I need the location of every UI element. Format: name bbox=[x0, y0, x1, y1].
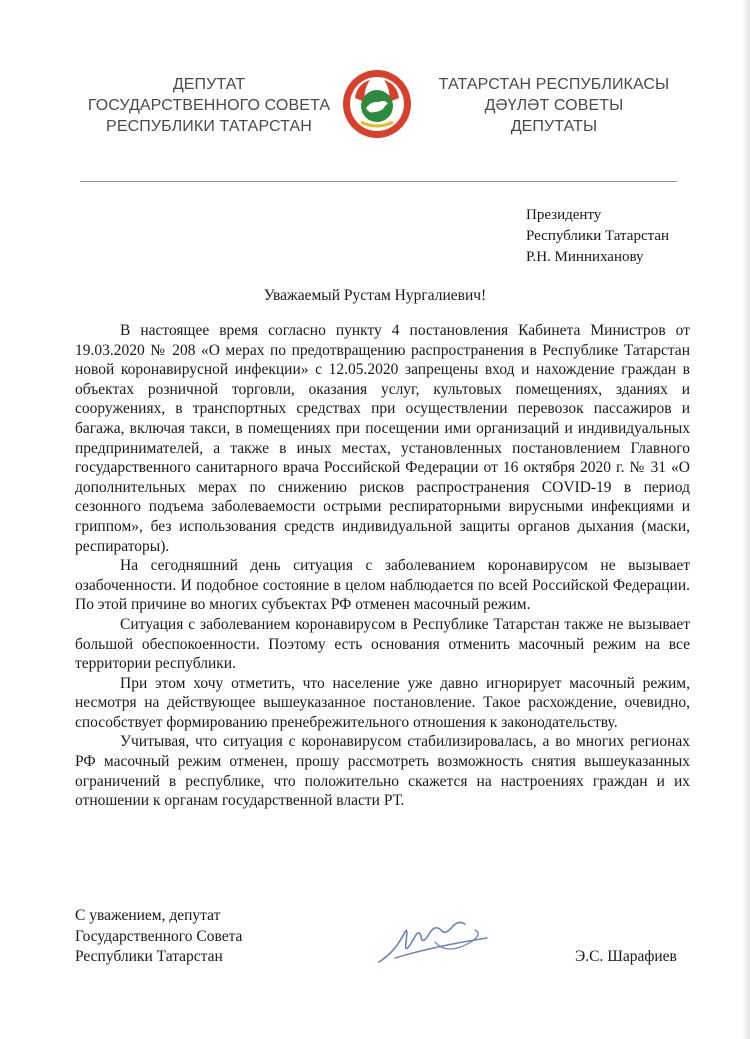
addressee-line: Республики Татарстан bbox=[526, 228, 670, 244]
salutation: Уважаемый Рустам Нургалиевич! bbox=[263, 287, 487, 304]
signer-name: Э.С. Шарафиев bbox=[575, 948, 677, 965]
letterhead-right-line: ТАТАРСТАН РЕСПУБЛИКАСЫ bbox=[438, 76, 670, 93]
letterhead-left-line: РЕСПУБЛИКИ ТАТАРСТАН bbox=[106, 118, 312, 135]
addressee-block bbox=[526, 205, 669, 268]
body-paragraph: На сегодняшний день ситуация с заболеванием коронавирусом не вызывает озабоченности. И подобное состояние в целом наблюдается по всей Российской Федерации. По этой причине во многих субъектах РФ отменен масочный режим. bbox=[75, 557, 690, 614]
letterhead-right-line: ДЕПУТАТЫ bbox=[510, 118, 598, 135]
page-edge-shadow bbox=[742, 0, 750, 1039]
body-paragraph: В настоящее время согласно пункту 4 постановления Кабинета Министров от 19.03.2020 № 208 «О мерах по предотвращению распространения в Республике Татарстан новой коронавирусной инфекции» с 12.05.2020 запрещены вход и нахождение граждан в объектах розничной торговли, оказания услуг, культовых помещениях, зданиях и сооружениях, в транспортных средствах при осуществлении перевозок пассажиров и багажа, включая такси, в помещениях при посещении ими организаций и индивидуальных предпринимателей, а также в иных местах, установленных постановлением Главного государственного санитарного врача Российской Федерации от 16 октября 2020 г. № 31 «О дополнительных мерах по снижению рисков распространения COVID-19 в период сезонного подъема заболеваемости острыми респираторными вирусными инфекциями и гриппом», без использования средств индивидуальной защиты органов дыхания (маски, респираторы). bbox=[75, 322, 690, 555]
letterhead-right-title bbox=[428, 74, 680, 137]
closing-line: С уважением, депутат bbox=[75, 907, 221, 924]
letterhead-left-title bbox=[78, 74, 340, 137]
addressee-line: Президенту bbox=[526, 207, 602, 223]
body-paragraph: Ситуация с заболеванием коронавирусом в Республике Татарстан также не вызывает большой обеспокоенности. Поэтому есть основания отменить масочный режим на все территории республики. bbox=[75, 615, 690, 673]
letterhead-left-line: ДЕПУТАТ bbox=[172, 76, 246, 93]
tatarstan-coat-of-arms-icon bbox=[341, 68, 413, 140]
letterhead-divider bbox=[80, 181, 677, 182]
letterhead-left-line: ГОСУДАРСТВЕННОГО СОВЕТА bbox=[87, 97, 331, 114]
body-paragraph: Учитывая, что ситуация с коронавирусом стабилизировалась, а во многих регионах РФ масочный режим отменен, прошу рассмотреть возможность снятия вышеуказанных ограничений в республике, что положительно скажется на настроениях граждан и их отношении к органам государственной власти РТ. bbox=[75, 733, 690, 810]
closing-line: Государственного Совета bbox=[75, 927, 243, 945]
signature-stroke-main bbox=[379, 922, 465, 962]
closing-block bbox=[75, 906, 242, 968]
letterhead-right-line: ДӘҮЛӘТ СОВЕТЫ bbox=[484, 97, 624, 114]
body-paragraph: При этом хочу отметить, что население уже давно игнорирует масочный режим, несмотря на действующее вышеуказанное постановление. Такое расхождение, очевидно, способствует формированию пренебрежительного отношения к законодательству. bbox=[75, 674, 690, 731]
handwritten-signature-icon bbox=[375, 912, 495, 970]
letter-body bbox=[75, 321, 690, 811]
letterhead bbox=[78, 72, 678, 142]
closing-line: Республики Татарстан bbox=[75, 948, 223, 965]
addressee-line: Р.Н. Минниханову bbox=[526, 249, 644, 265]
